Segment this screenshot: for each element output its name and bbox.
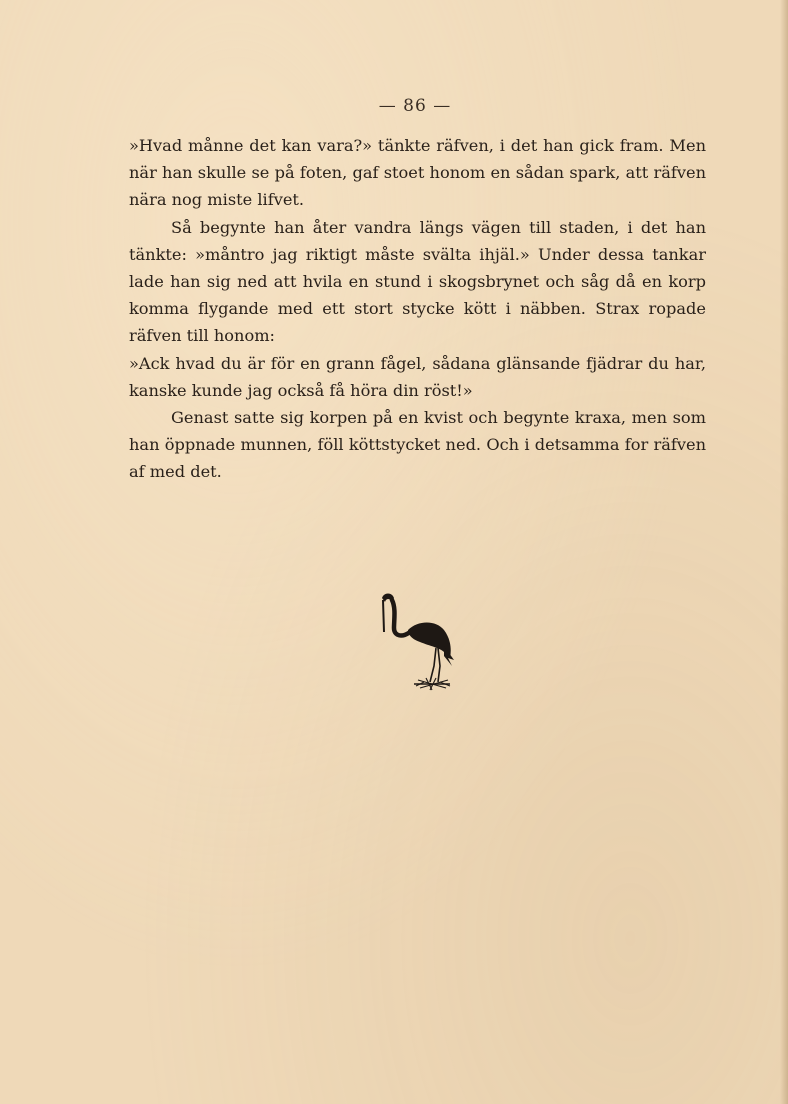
body-text xyxy=(129,132,706,486)
stork-icon xyxy=(370,586,462,696)
paragraph-2: Så begynte han åter vandra längs vägen till staden, i det han tänkte: »måntro jag riktigt måste svälta ihjäl.» Under dessa tankar lade han sig ned att hvila en stund i skogsbrynet och såg då en korp komma flygande med ett stort stycke kött i näbben. Strax ropade räfven till honom: xyxy=(129,217,706,346)
page-number: — 86 — xyxy=(378,96,452,116)
paragraph-4: Genast satte sig korpen på en kvist och begynte kraxa, men som han öppnade munnen, föll köttstycket ned. Och i detsamma for räfven af med det. xyxy=(129,408,706,482)
paragraph-1: »Hvad månne det kan vara?» tänkte räfven, i det han gick fram. Men när han skulle se på foten, gaf stoet honom en sådan spark, att räfven nära nog miste lifvet. xyxy=(129,136,706,210)
paragraph-3: »Ack hvad du är för en grann fågel, sådana glänsande fjädrar du har, kanske kunde jag också få höra din röst!» xyxy=(129,353,706,400)
page-edge-shadow xyxy=(780,0,788,1104)
